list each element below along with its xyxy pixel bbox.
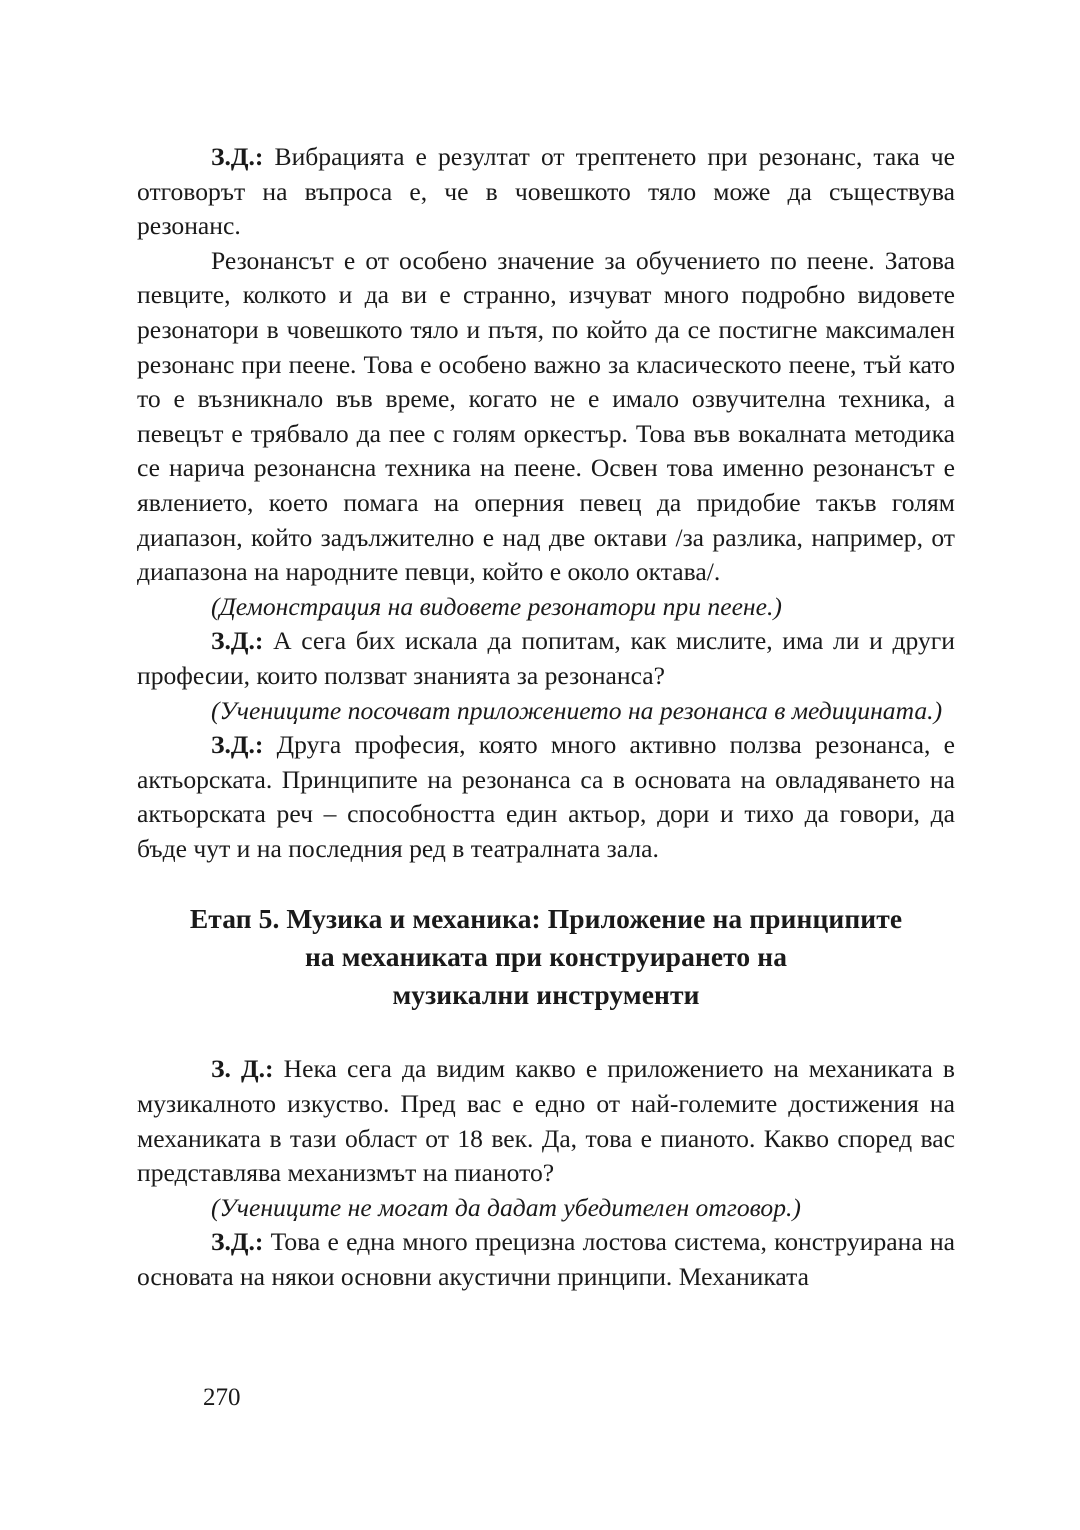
page-number: 270 [203, 1384, 241, 1411]
paragraph-text: Нека сега да видим какво е приложението на механиката в музикалното изкуство. Пред вас е едно от най-големите достижения на механиката в тази област от 18 век. Да, това е пианото. Какво според вас представлява механизмът на пианото? [137, 1054, 955, 1188]
paragraph-text: Друга професия, която много активно ползва резонанса, е актьорската. Принципите на резонанса са в основата на овладяването на актьорската реч – способността един актьор, дори и тихо да говори, да бъде чут и на последния ред в театралната зала. [137, 730, 955, 863]
speaker-label: З. Д.: [211, 1054, 274, 1084]
stage-direction-1 [137, 590, 955, 625]
speaker-label: З.Д.: [211, 730, 264, 760]
heading-line-1: Етап 5. Музика и механика: Приложение на принципите [189, 903, 903, 935]
speaker-label: З.Д.: [211, 142, 264, 171]
stage-direction-3 [137, 1191, 955, 1226]
paragraph-4 [137, 728, 955, 866]
page-body [137, 140, 955, 1295]
speaker-label: З.Д.: [211, 1227, 264, 1257]
paragraph-text: Резонансът е от особено значение за обучението по пеене. Затова певците, колкото и да ви е странно, изчуват много подробно видовете резонатори в човешкото тяло и пътя, по който да се постигне максимален резонанс при пеене. Това е особено важно за класическото пеене, тъй като то е възникнало във време, когато не е имало озвучителна техника, а певецът е трябвало да пее с голям оркестър. Това във вокалната методика се нарича резонансна техника на пеене. Освен това именно резонансът е явлението, което помага на оперния певец да придобие такъв голям диапазон, който задължително е над две октави /за разлика, например, от диапазона на народните певци, който е около октава/. [137, 245, 955, 587]
paragraph-5 [137, 1052, 955, 1190]
paragraph-text: А сега бих искала да попитам, как мислите, има ли и други професии, които ползват знанията за резонанса? [137, 626, 955, 690]
paragraph-2 [137, 244, 955, 590]
stage-direction-2 [137, 694, 955, 729]
paragraph-1 [137, 140, 955, 244]
paragraph-text: Това е една много прецизна лостова система, конструирана на основата на някои основни акустични принципи. Механиката [137, 1227, 955, 1292]
stage-direction-text: (Демонстрация на видовете резонатори при пеене.) [211, 591, 782, 621]
speaker-label: З.Д.: [211, 626, 264, 656]
section-heading [137, 900, 955, 1014]
paragraph-3 [137, 624, 955, 693]
paragraph-6 [137, 1225, 955, 1294]
paragraph-text: Вибрацията е резултат от трептенето при резонанс, така че отговорът на въпроса е, че в човешкото тяло може да съществува резонанс. [137, 142, 955, 241]
stage-direction-text: (Учениците посочват приложението на резонанса в медицината.) [211, 695, 943, 725]
heading-line-2: на механиката при конструирането на [304, 941, 788, 973]
heading-line-3: музикални инструменти [392, 979, 700, 1011]
stage-direction-text: (Учениците не могат да дадат убедителен отговор.) [211, 1192, 801, 1222]
